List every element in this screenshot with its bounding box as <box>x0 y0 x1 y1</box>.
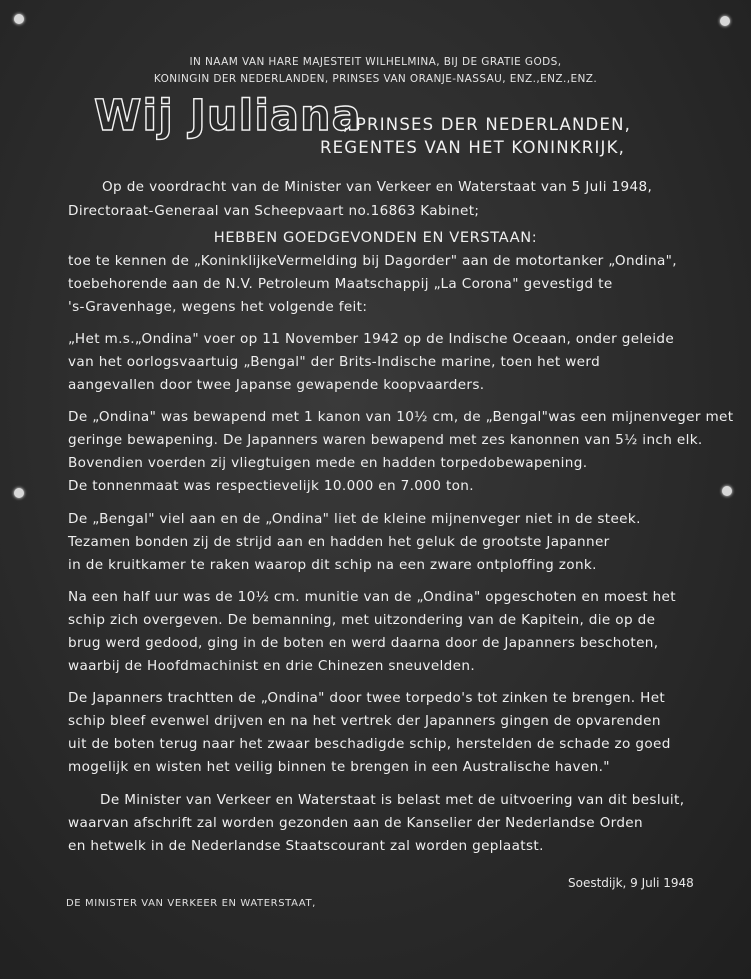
paragraph-line: Bovendien voerden zij vliegtuigen mede en hadden torpedobewapening. <box>68 455 588 471</box>
intro-line: Op de voordracht van de Minister van Verkeer en Waterstaat van 5 Juli 1948, <box>102 179 653 195</box>
title-line-1: , PRINSES DER NEDERLANDEN, <box>343 115 632 134</box>
screw-top-left <box>14 14 24 24</box>
closing-line: en hetwelk in de Nederlandse Staatscourant zal worden geplaatst. <box>68 838 544 854</box>
paragraph-line: brug werd gedood, ging in de boten en werd daarna door de Japanners beschoten, <box>68 635 659 651</box>
header-line-2: KONINGIN DER NEDERLANDEN, PRINSES VAN ORANJE-NASSAU, ENZ.,ENZ.,ENZ. <box>153 73 598 85</box>
award-line: toe te kennen de „KoninklijkeVermelding bij Dagorder" aan de motortanker „Ondina", <box>68 253 677 269</box>
regent-name: Wij Juliana <box>94 91 362 141</box>
screw-middle-left <box>14 488 24 498</box>
paragraph-line: aangevallen door twee Japanse gewapende koopvaarders. <box>68 377 485 393</box>
paragraph-line: De „Ondina" was bewapend met 1 kanon van 10½ cm, de „Bengal"was een mijnenveger met <box>68 409 734 425</box>
award-line: toebehorende aan de N.V. Petroleum Maatschappij „La Corona" gevestigd te <box>68 276 613 292</box>
intro-line: Directoraat-Generaal van Scheepvaart no.16863 Kabinet; <box>68 203 480 219</box>
paragraph-line: van het oorlogsvaartuig „Bengal" der Brits-Indische marine, toen het werd <box>68 354 601 370</box>
paragraph-line: mogelijk en wisten het veilig binnen te brengen in een Australische haven." <box>68 759 610 775</box>
paragraph-line: Tezamen bonden zij de strijd aan en hadden het geluk de grootste Japanner <box>68 534 610 550</box>
paragraph-line: „Het m.s.„Ondina" voer op 11 November 1942 op de Indische Oceaan, onder geleide <box>68 331 675 347</box>
paragraph-line: uit de boten terug naar het zwaar beschadigde schip, herstelden de schade zo goed <box>68 736 671 752</box>
closing-line: waarvan afschrift zal worden gezonden aan de Kanselier der Nederlandse Orden <box>68 815 643 831</box>
paragraph-line: Na een half uur was de 10½ cm. munitie van de „Ondina" opgeschoten en moest het <box>68 589 676 605</box>
paragraph-line: schip zich overgeven. De bemanning, met uitzondering van de Kapitein, die op de <box>68 612 656 628</box>
paragraph-line: geringe bewapening. De Japanners waren bewapend met zes kanonnen van 5½ inch elk. <box>68 432 703 448</box>
paragraph-line: schip bleef evenwel drijven en na het vertrek der Japanners gingen de opvarenden <box>68 713 661 729</box>
paragraph-line: De tonnenmaat was respectievelijk 10.000 en 7.000 ton. <box>68 478 474 494</box>
closing-line: De Minister van Verkeer en Waterstaat is belast met de uitvoering van dit besluit, <box>100 792 685 808</box>
header-line-1: IN NAAM VAN HARE MAJESTEIT WILHELMINA, BIJ DE GRATIE GODS, <box>189 56 562 68</box>
screw-top-right <box>720 16 730 26</box>
decision-heading: HEBBEN GOEDGEVONDEN EN VERSTAAN: <box>213 229 538 246</box>
title-line-2: REGENTES VAN HET KONINKRIJK, <box>320 138 626 157</box>
paragraph-line: in de kruitkamer te raken waarop dit schip na een zware ontploffing zonk. <box>68 557 597 573</box>
award-line: 's-Gravenhage, wegens het volgende feit: <box>68 299 368 315</box>
paragraph-line: De Japanners trachtten de „Ondina" door twee torpedo's tot zinken te brengen. Het <box>68 690 666 706</box>
paragraph-line: De „Bengal" viel aan en de „Ondina" liet de kleine mijnenveger niet in de steek. <box>68 511 641 527</box>
screw-middle-right <box>722 486 732 496</box>
minister-signature-line: DE MINISTER VAN VERKEER EN WATERSTAAT, <box>66 898 316 909</box>
paragraph-line: waarbij de Hoofdmachinist en drie Chinezen sneuvelden. <box>68 658 475 674</box>
signing-date: Soestdijk, 9 Juli 1948 <box>568 876 694 890</box>
